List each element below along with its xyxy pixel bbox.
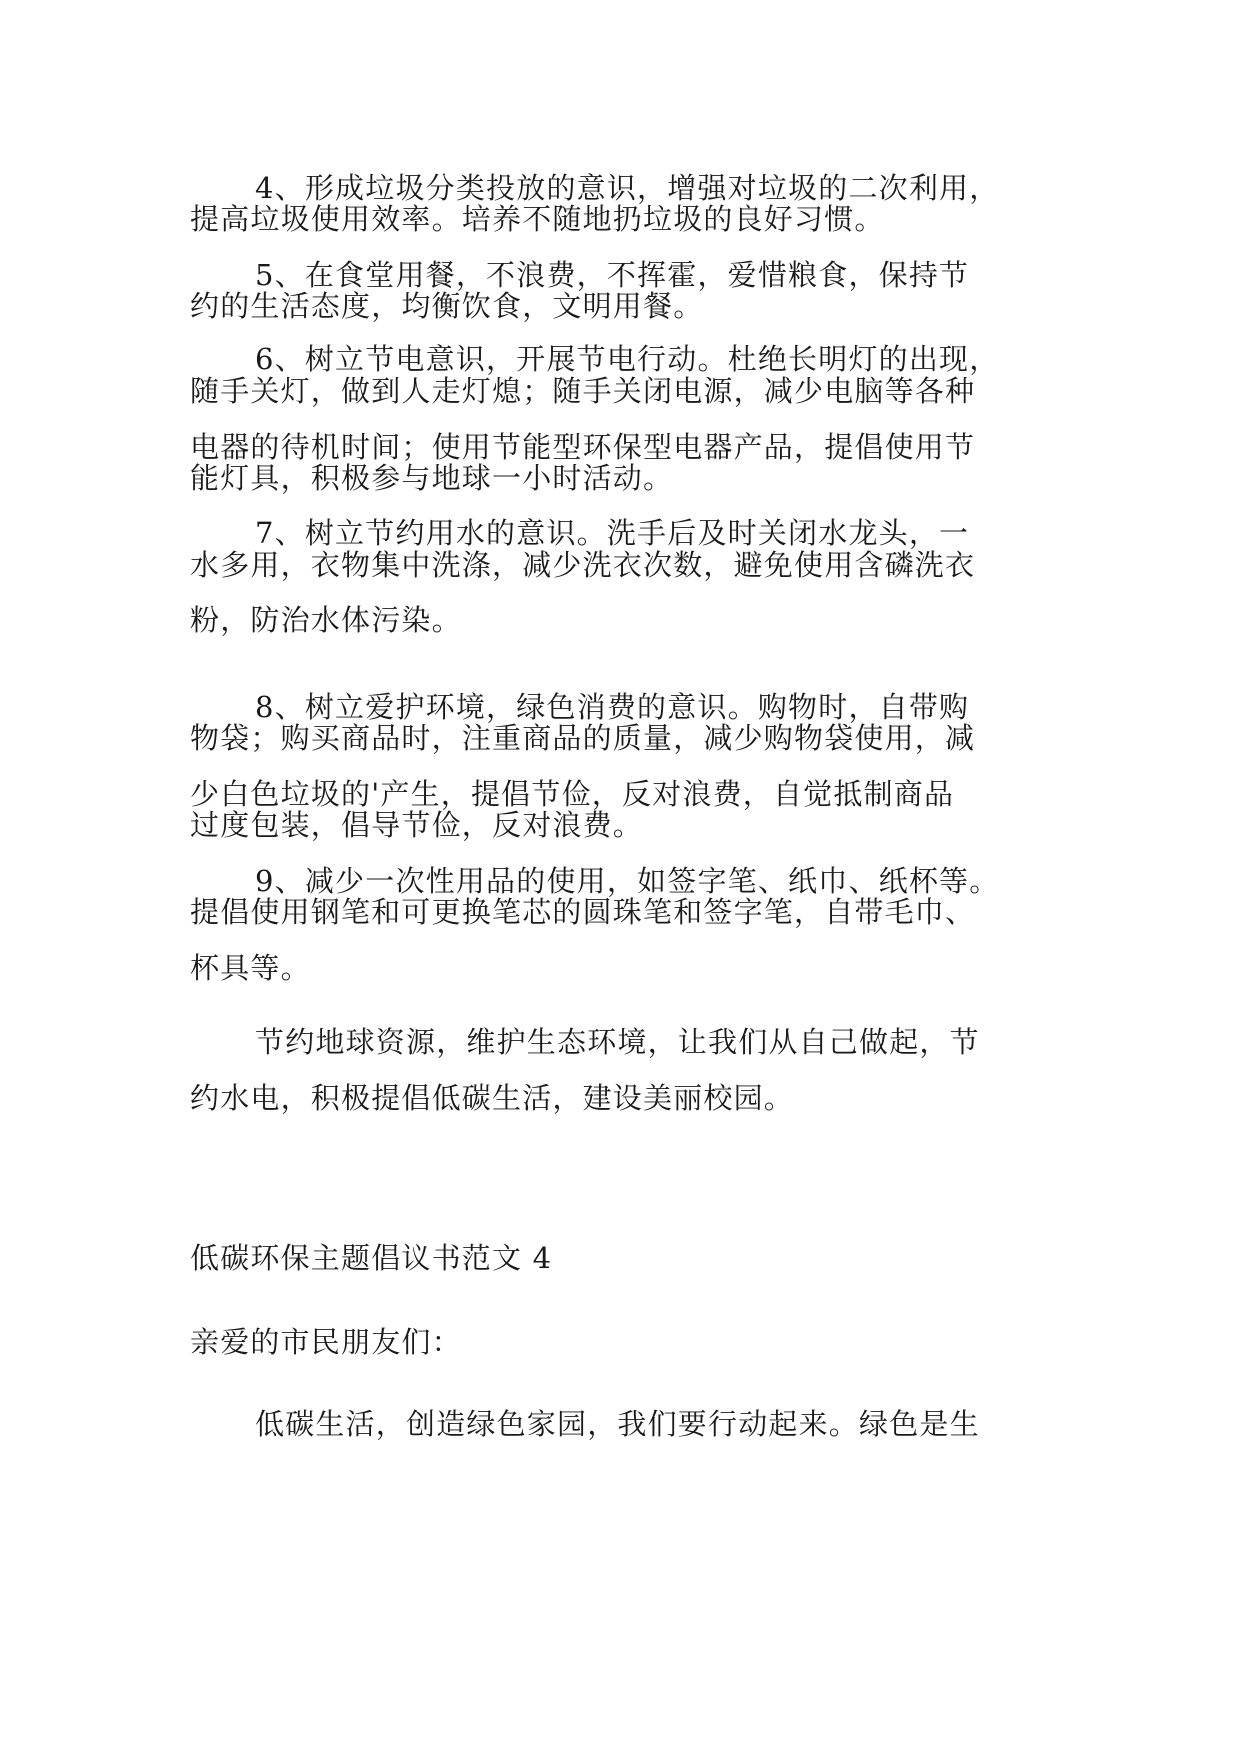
paragraph-8-line-2: 物袋；购买商品时，注重商品的质量，减少购物袋使用，减 [190, 721, 976, 755]
paragraph-8-line-3: 少白色垃圾的'产生，提倡节俭，反对浪费，自觉抵制商品 [190, 777, 955, 811]
paragraph-4-line-2: 提高垃圾使用效率。培养不随地扔垃圾的良好习惯。 [190, 202, 885, 236]
paragraph-9-line-3: 杯具等。 [190, 951, 311, 985]
section-title: 低碳环保主题倡议书范文 4 [190, 1241, 553, 1275]
paragraph-7-line-2: 水多用，衣物集中洗涤，减少洗衣次数，避免使用含磷洗衣 [190, 548, 976, 582]
closing-line-2: 约水电，积极提倡低碳生活，建设美丽校园。 [190, 1081, 795, 1115]
paragraph-7-line-3: 粉，防治水体污染。 [190, 603, 462, 637]
closing-line-1: 节约地球资源，维护生态环境，让我们从自己做起，节 [255, 1025, 980, 1059]
paragraph-8-line-4: 过度包装，倡导节俭，反对浪费。 [190, 808, 644, 842]
paragraph-4-line-1: 4、形成垃圾分类投放的意识，增强对垃圾的二次利用， [255, 171, 1000, 205]
paragraph-6-line-4: 能灯具，积极参与地球一小时活动。 [190, 461, 674, 495]
paragraph-6-line-3: 电器的待机时间；使用节能型环保型电器产品，提倡使用节 [190, 430, 976, 464]
paragraph-9-line-2: 提倡使用钢笔和可更换笔芯的圆珠笔和签字笔，自带毛巾、 [190, 895, 976, 929]
paragraph-5-line-2: 约的生活态度，均衡饮食，文明用餐。 [190, 289, 704, 323]
paragraph-9-line-1: 9、减少一次性用品的使用，如签字笔、纸巾、纸杯等。 [255, 864, 1000, 898]
paragraph-6-line-2: 随手关灯，做到人走灯熄；随手关闭电源，减少电脑等各种 [190, 374, 976, 408]
paragraph-8-line-1: 8、树立爱护环境，绿色消费的意识。购物时，自带购 [255, 690, 970, 724]
body-line-final: 低碳生活，创造绿色家园，我们要行动起来。绿色是生 [255, 1407, 980, 1441]
salutation: 亲爱的市民朋友们： [190, 1325, 462, 1359]
paragraph-7-line-1: 7、树立节约用水的意识。洗手后及时关闭水龙头，一 [255, 516, 970, 550]
paragraph-5-line-1: 5、在食堂用餐，不浪费，不挥霍，爱惜粮食，保持节 [255, 258, 970, 292]
paragraph-6-line-1: 6、树立节电意识，开展节电行动。杜绝长明灯的出现， [255, 342, 1000, 376]
